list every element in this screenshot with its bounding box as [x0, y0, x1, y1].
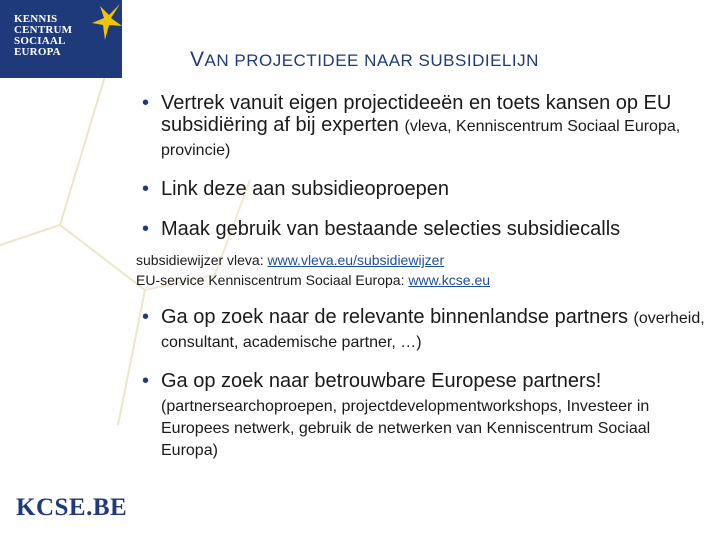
content [136, 88, 706, 462]
logo [0, 0, 122, 78]
bullet-item: • Ga op zoek naar betrouwbare Europese partners! (partnersearchoproepen, projectdevelopmentworkshops, Investeer in Europees netwerk, gebruik de netwerken van Kenniscentrum Sociaal Europa) [136, 370, 706, 462]
bullet-item: • Maak gebruik van bestaande selecties subsidiecalls [136, 218, 706, 240]
bullet-item: • Ga op zoek naar de relevante binnenlandse partners (overheid, consultant, academische partner, …) [136, 306, 706, 354]
link-list [136, 250, 706, 290]
page-title: VAN PROJECTIDEE NAAR SUBSIDIELIJN [190, 48, 539, 71]
star-icon [92, 4, 122, 40]
footer-brand: KCSE.BE [16, 494, 128, 521]
bullet-item: • Link deze aan subsidieoproepen [136, 178, 706, 200]
bullet-item: • Vertrek vanuit eigen projectideeën en toets kansen op EU subsidiëring af bij experten (vleva, Kenniscentrum Sociaal Europa, provincie) [136, 92, 706, 162]
kcse-link[interactable]: www.kcse.eu [408, 272, 491, 288]
link-line: subsidiewijzer vleva: www.vleva.eu/subsidiewijzer [136, 252, 445, 268]
logo-text: KENNIS CENTRUM SOCIAAL EUROPA [14, 13, 73, 58]
link-line: EU-service Kenniscentrum Sociaal Europa: www.kcse.eu [136, 272, 491, 288]
vleva-link[interactable]: www.vleva.eu/subsidiewijzer [267, 252, 445, 268]
